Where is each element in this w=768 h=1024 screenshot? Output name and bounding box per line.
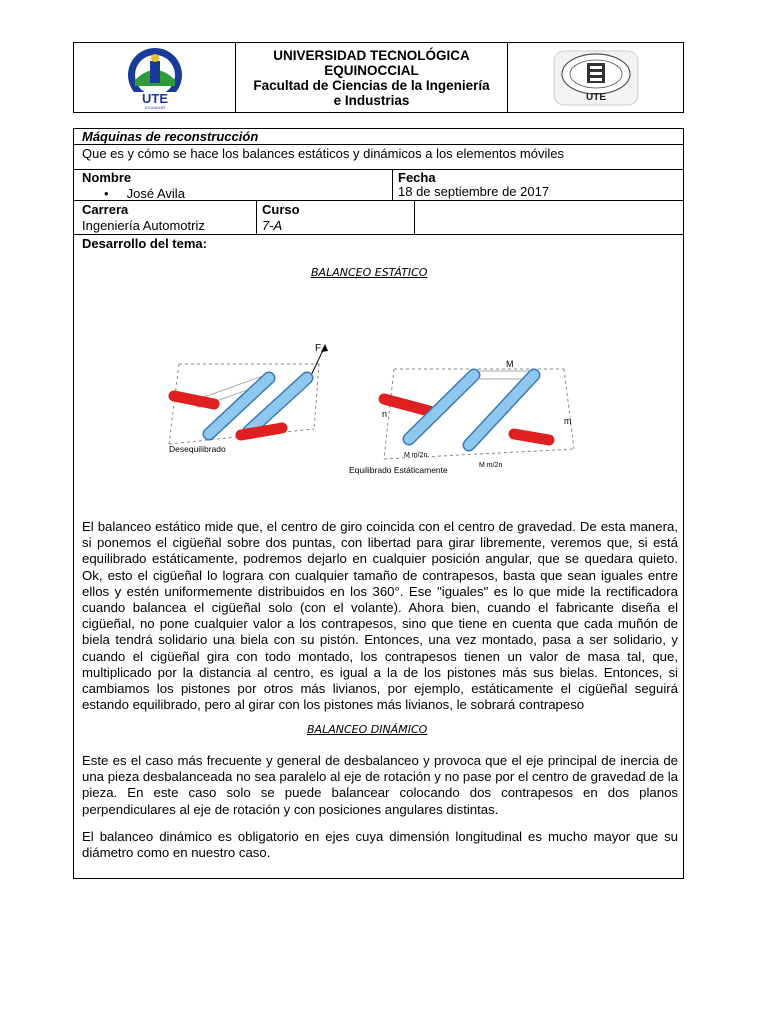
static-balance-title: BALANCEO ESTÁTICO [311,266,428,279]
label-mass-right: M [506,359,514,369]
bullet-icon: • [104,186,109,201]
logo-left-cell [74,43,236,112]
label-m-right: m [564,416,572,426]
crankshaft-balance-figure: F Desequilibrado M n [169,343,587,454]
divider-name-date [392,170,393,201]
label-mass-formula-2: M m/2n [479,462,503,469]
static-balance-paragraph: El balanceo estático mide que, el centro de giro coincida con el centro de gravedad. De esta manera, si ponemos el cigüeñal sobre dos puntas, con libertad para girar libremente, veremos que, si está equilibrado estáticamente, podremos dejarlo en cualquier posición angular, que se quedara quieto. Ok, esto el cigüeñal lo lograra con cualquier tamaño de contrapesos, basta que sean iguales entre ellos y estén uniformemente distribuidos en los 360°. Ese "iguales" es lo que mide la rectificadora cuando balancea el cigüeñal solo (con el volante). Ahora bien, cuando el fabricante diseña el cigüeñal, no pone cualquier valor a los contrapesos, sino que tiene en cuenta que cada muñón de biela tendrá solidario una biela con su pistón. Entonces, una vez montado, pasa a ser solidario, y cuando el cigüeñal gira con todo montado, los contrapesos tienen un valor de masa tal, que, multiplicado por la distancia al centro, es igual a la de los pistones más sus bielas. Entonces, si cambiamos los pistones por otros más livianos, por ejemplo, estáticamente el cigüeñal seguirá estando equilibrado, pero al girar con los pistones más livianos, le sobrará contrapeso [82,519,678,713]
university-name-line2: EQUINOCCIAL [324,62,419,78]
name-label: Nombre [82,170,132,185]
university-logo-left [120,46,190,110]
name-value [104,186,185,201]
name-value-text: José Avila [126,186,185,201]
career-label: Carrera [82,202,129,217]
label-n-right: n [382,409,388,419]
university-name-line1: UNIVERSIDAD TECNOLÓGICA [273,47,470,63]
document-header [73,42,684,113]
development-label: Desarrollo del tema: [82,236,207,251]
label-mass-formula-1: M m/2n [404,452,428,459]
header-title-cell [236,43,508,112]
label-unbalanced: Desequilibrado [169,444,226,454]
logo-right-text: UTE [585,91,606,103]
dynamic-balance-paragraph-2: El balanceo dinámico es obligatorio en ejes cuya dimensión longitudinal es mucho mayor que su diámetro como en nuestro caso. [82,829,678,861]
faculty-line2: e Industrias [333,92,410,108]
subject-title: Máquinas de reconstrucción [82,129,259,144]
dynamic-balance-paragraph-1: Este es el caso más frecuente y general de desbalanceo y provoca que el eje principal de inercia de una pieza desbalanceada no sea paralelo al eje de rotación y no pase por el centro de gravedad de la pieza. En este caso solo se puede balancear colocando dos contrapesos en dos planos perpendiculares al eje de rotación y con posiciones angulares distintas. [82,753,678,817]
course-value: 7-A [262,218,283,233]
logo-left-text: UTE [141,90,168,106]
logo-right-cell [508,43,683,112]
divider-course-empty [414,201,415,235]
svg-text:ECUADOR: ECUADOR [144,104,165,110]
university-logo-right [551,48,641,108]
dynamic-balance-title: BALANCEO DINÁMICO [307,723,428,736]
date-value: 18 de septiembre de 2017 [398,184,550,199]
career-value: Ingeniería Automotriz [82,218,205,233]
date-label: Fecha [398,170,436,185]
label-force: F [315,343,322,354]
topic-text: Que es y cómo se hace los balances estáticos y dinámicos a los elementos móviles [82,146,564,161]
unbalanced-crankshaft [169,343,328,454]
course-label: Curso [262,202,300,217]
divider-career-course [256,201,257,235]
document-body [73,128,684,879]
faculty-line1: Facultad de Ciencias de la Ingeniería [253,77,490,93]
balanced-crankshaft-figure [349,339,614,475]
label-balanced: Equilibrado Estáticamente [349,465,448,475]
